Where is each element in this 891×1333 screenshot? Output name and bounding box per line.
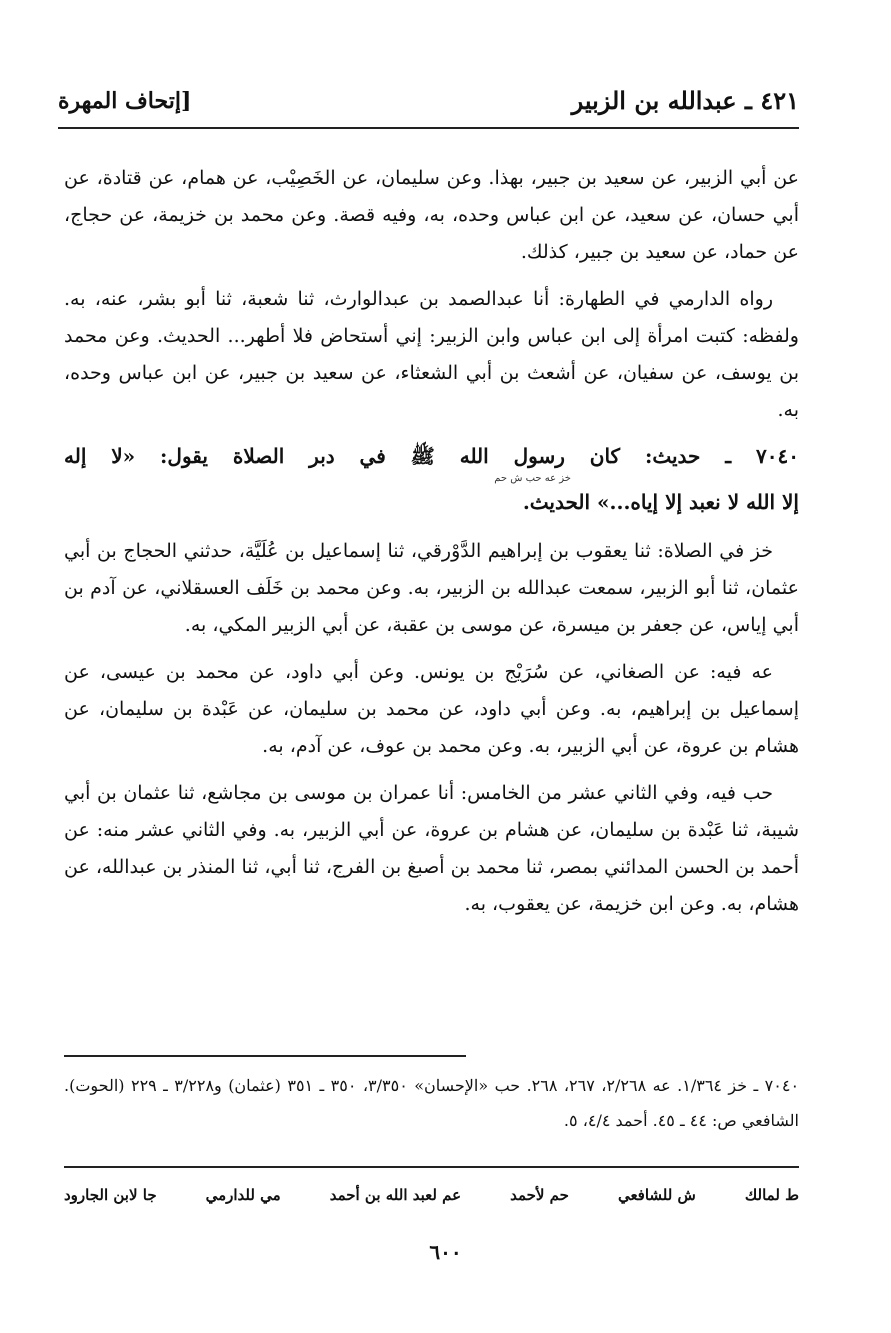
paragraph-abu-awanah: عه فيه: عن الصغاني، عن سُرَيْج بن يونس. وعن أبي داود، عن محمد بن عيسى، عن إسماعيل بن إبراهيم، به. وعن أبي داود، عن محمد بن سليمان، عن عَبْدة بن سليمان، عن هشام بن عروة، عن أبي الزبير، به. وعن محمد بن عوف، عن آدم، به.	[64, 661, 799, 757]
legend-item: ط لمالك	[744, 1186, 799, 1204]
chapter-title: ٤٢١ ـ عبدالله بن الزبير	[571, 86, 799, 115]
legend-item: حم لأحمد	[510, 1186, 569, 1204]
legend-divider	[64, 1166, 799, 1168]
hadith-title-continuation: إلا الله لا نعبد إلا إياه...» الحديث.	[522, 490, 799, 514]
footnote: ٧٠٤٠ ـ خز ١/٣٦٤. عه ٢/٢٦٨، ٢٦٧، ٢٦٨. حب «الإحسان» ٣/٣٥٠، ٣٥٠ ـ ٣٥١ (عثمان) و٣/٢٢٨ ـ ٢٢٩ (الحوت). الشافعي ص: ٤٤ ـ ٤٥. أحمد ٤/٤، ٥.	[64, 1076, 800, 1130]
legend-item: ش للشافعي	[617, 1186, 696, 1204]
legend-item: مي للدارمي	[205, 1186, 281, 1204]
footnote-divider	[64, 1055, 466, 1057]
paragraph-khuzaymah: خز في الصلاة: ثنا يعقوب بن إبراهيم الدَّوْرقي، ثنا إسماعيل بن عُلَيَّة، حدثني الحجاج بن أبي عثمان، ثنا أبو الزبير، سمعت عبدالله بن الزبير، به. وعن محمد بن خَلَف العسقلاني، عن آدم بن أبي إياس، عن جعفر بن ميسرة، عن موسى بن عقبة، عن أبي الزبير المكي، به.	[64, 540, 799, 636]
header-divider	[58, 127, 799, 129]
page-number: ٦٠٠	[429, 1240, 462, 1264]
main-text	[64, 160, 799, 933]
paragraph-darimi: رواه الدارمي في الطهارة: أنا عبدالصمد بن عبدالوارث، ثنا شعبة، ثنا أبو بشر، عنه، به. ولفظه: كتبت امرأة إلى ابن عباس وابن الزبير: إني أستحاض فلا أطهر... الحديث. وعن محمد بن يوسف، عن سفيان، عن أشعث بن أبي الشعثاء، عن سعيد بن جبير، عن ابن عباس وحده، به.	[64, 288, 799, 421]
abbreviation-legend	[64, 1186, 799, 1204]
legend-item: عم لعبد الله بن أحمد	[329, 1186, 462, 1204]
book-title: [إتحاف المهرة	[58, 88, 192, 114]
hadith-sigla: خز عه حب ش حم	[494, 473, 571, 484]
hadith-title-line: ٧٠٤٠ ـ حديث: كان رسول الله ﷺ في دبر الصلاة يقول: «لا إله	[64, 444, 799, 468]
paragraph-continuation: عن أبي الزبير، عن سعيد بن جبير، بهذا. وعن سليمان، عن الخَصِيْب، عن همام، عن قتادة، عن أبي حسان، عن سعيد، عن ابن عباس وحده، به، وفيه قصة. وعن محمد بن خزيمة، عن حجاج، عن حماد، عن سعيد بن جبير، كذلك.	[64, 167, 799, 263]
page-header	[58, 86, 799, 126]
paragraph-ibn-hibban: حب فيه، وفي الثاني عشر من الخامس: أنا عمران بن موسى بن مجاشع، ثنا عثمان بن أبي شيبة، ثنا عَبْدة بن سليمان، عن هشام بن عروة، عن أبي الزبير، به. وفي الثاني عشر منه: عن أحمد بن الحسن المدائني بمصر، ثنا محمد بن أصبغ بن الفرج، ثنا أبي، ثنا المنذر بن عبدالله، عن هشام، به. وعن ابن خزيمة، عن يعقوب، به.	[64, 782, 799, 915]
hadith-heading	[64, 439, 799, 519]
legend-item: جا لابن الجارود	[64, 1186, 157, 1204]
